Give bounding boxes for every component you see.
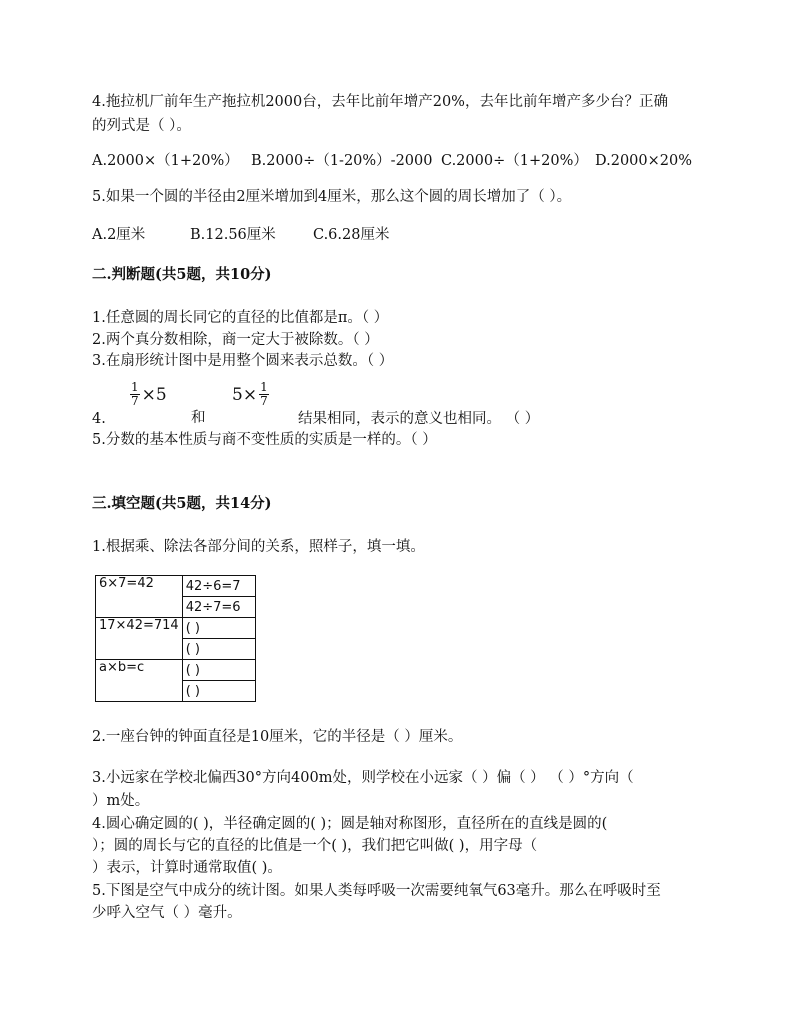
q5-option-b: B.12.56厘米 bbox=[190, 227, 276, 243]
section2-heading: 二.判断题(共5题，共10分) bbox=[92, 266, 272, 283]
table-cell-multiplication: 6×7=42 bbox=[96, 576, 183, 618]
section3-q4-line2: ）；圆的周长与它的直径的比值是一个( )，我们把它叫做( )，用字母（ bbox=[92, 838, 538, 854]
factor-five: 5 bbox=[155, 384, 167, 405]
section2-item-5: 5.分数的基本性质与商不变性质的实质是一样的。（ ） bbox=[92, 432, 437, 448]
relation-table bbox=[95, 575, 256, 702]
q4-text-line2: 的列式是（ ）。 bbox=[92, 118, 191, 134]
table-cell-blank: ( ) bbox=[182, 660, 255, 681]
section2-item-1: 1.任意圆的周长同它的直径的比值都是π。（ ） bbox=[92, 310, 389, 326]
fraction-one-seventh: $\frac{1}{7}$ bbox=[260, 380, 268, 408]
q4-option-a: A.2000×（1+20%） bbox=[92, 153, 239, 169]
fraction-expression-1 bbox=[128, 381, 167, 408]
section3-q1: 1.根据乘、除法各部分间的关系，照样子，填一填。 bbox=[92, 539, 425, 555]
section3-heading: 三.填空题(共5题，共14分) bbox=[92, 495, 272, 512]
table-cell-division: 42÷6=7 bbox=[182, 576, 255, 597]
times-sign: × bbox=[141, 384, 156, 405]
section3-q3-line1: 3.小远家在学校北偏西30°方向400m处，则学校在小远家（ ）偏（ ） （ ）°方向（ bbox=[92, 770, 634, 786]
table-row bbox=[96, 618, 256, 639]
q4-option-c: C.2000÷（1+20%） bbox=[441, 153, 588, 169]
section2-item-4-and: 和 bbox=[191, 410, 206, 426]
fraction-one-seventh: $\frac{1}{7}$ bbox=[131, 380, 139, 408]
section3-q2: 2.一座台钟的钟面直径是10厘米，它的半径是（ ）厘米。 bbox=[92, 729, 463, 745]
table-cell-blank: ( ) bbox=[182, 618, 255, 639]
fraction-expression-2 bbox=[232, 381, 271, 408]
factor-five: 5 bbox=[232, 384, 243, 405]
section3-q4-line1: 4.圆心确定圆的( )，半径确定圆的( )；圆是轴对称图形，直径所在的直线是圆的( bbox=[92, 816, 608, 832]
table-cell-blank: ( ) bbox=[182, 681, 255, 702]
table-cell-multiplication: 17×42=714 bbox=[96, 618, 183, 660]
section2-item-4-number: 4. bbox=[92, 411, 106, 427]
table-cell-multiplication: a×b=c bbox=[96, 660, 183, 702]
q4-option-b: B.2000÷（1-20%）-2000 bbox=[251, 153, 433, 169]
section3-q5-line2: 少呼入空气（ ）毫升。 bbox=[92, 905, 242, 921]
q4-text-line1: 4.拖拉机厂前年生产拖拉机2000台，去年比前年增产20%，去年比前年增产多少台？正确 bbox=[92, 94, 668, 110]
table-cell-blank: ( ) bbox=[182, 639, 255, 660]
section3-q3-line2: ）m处。 bbox=[92, 793, 150, 809]
section2-item-3: 3.在扇形统计图中是用整个圆来表示总数。（ ） bbox=[92, 353, 394, 369]
table-cell-division: 42÷7=6 bbox=[182, 597, 255, 618]
table-row bbox=[96, 660, 256, 681]
section2-item-2: 2.两个真分数相除，商一定大于被除数。（ ） bbox=[92, 332, 379, 348]
times-sign: × bbox=[242, 384, 258, 405]
section2-item-4-suffix: 结果相同，表示的意义也相同。 （ ） bbox=[298, 411, 540, 427]
q5-option-c: C.6.28厘米 bbox=[313, 227, 390, 243]
q5-text: 5.如果一个圆的半径由2厘米增加到4厘米，那么这个圆的周长增加了（ ）。 bbox=[92, 189, 572, 205]
section3-q4-line3: ）表示，计算时通常取值( )。 bbox=[92, 860, 282, 876]
table-row bbox=[96, 576, 256, 597]
q5-option-a: A.2厘米 bbox=[92, 227, 146, 243]
section3-q5-line1: 5.下图是空气中成分的统计图。如果人类每呼吸一次需要纯氧气63毫升。那么在呼吸时至 bbox=[92, 883, 661, 899]
q4-option-d: D.2000×20% bbox=[595, 153, 692, 169]
